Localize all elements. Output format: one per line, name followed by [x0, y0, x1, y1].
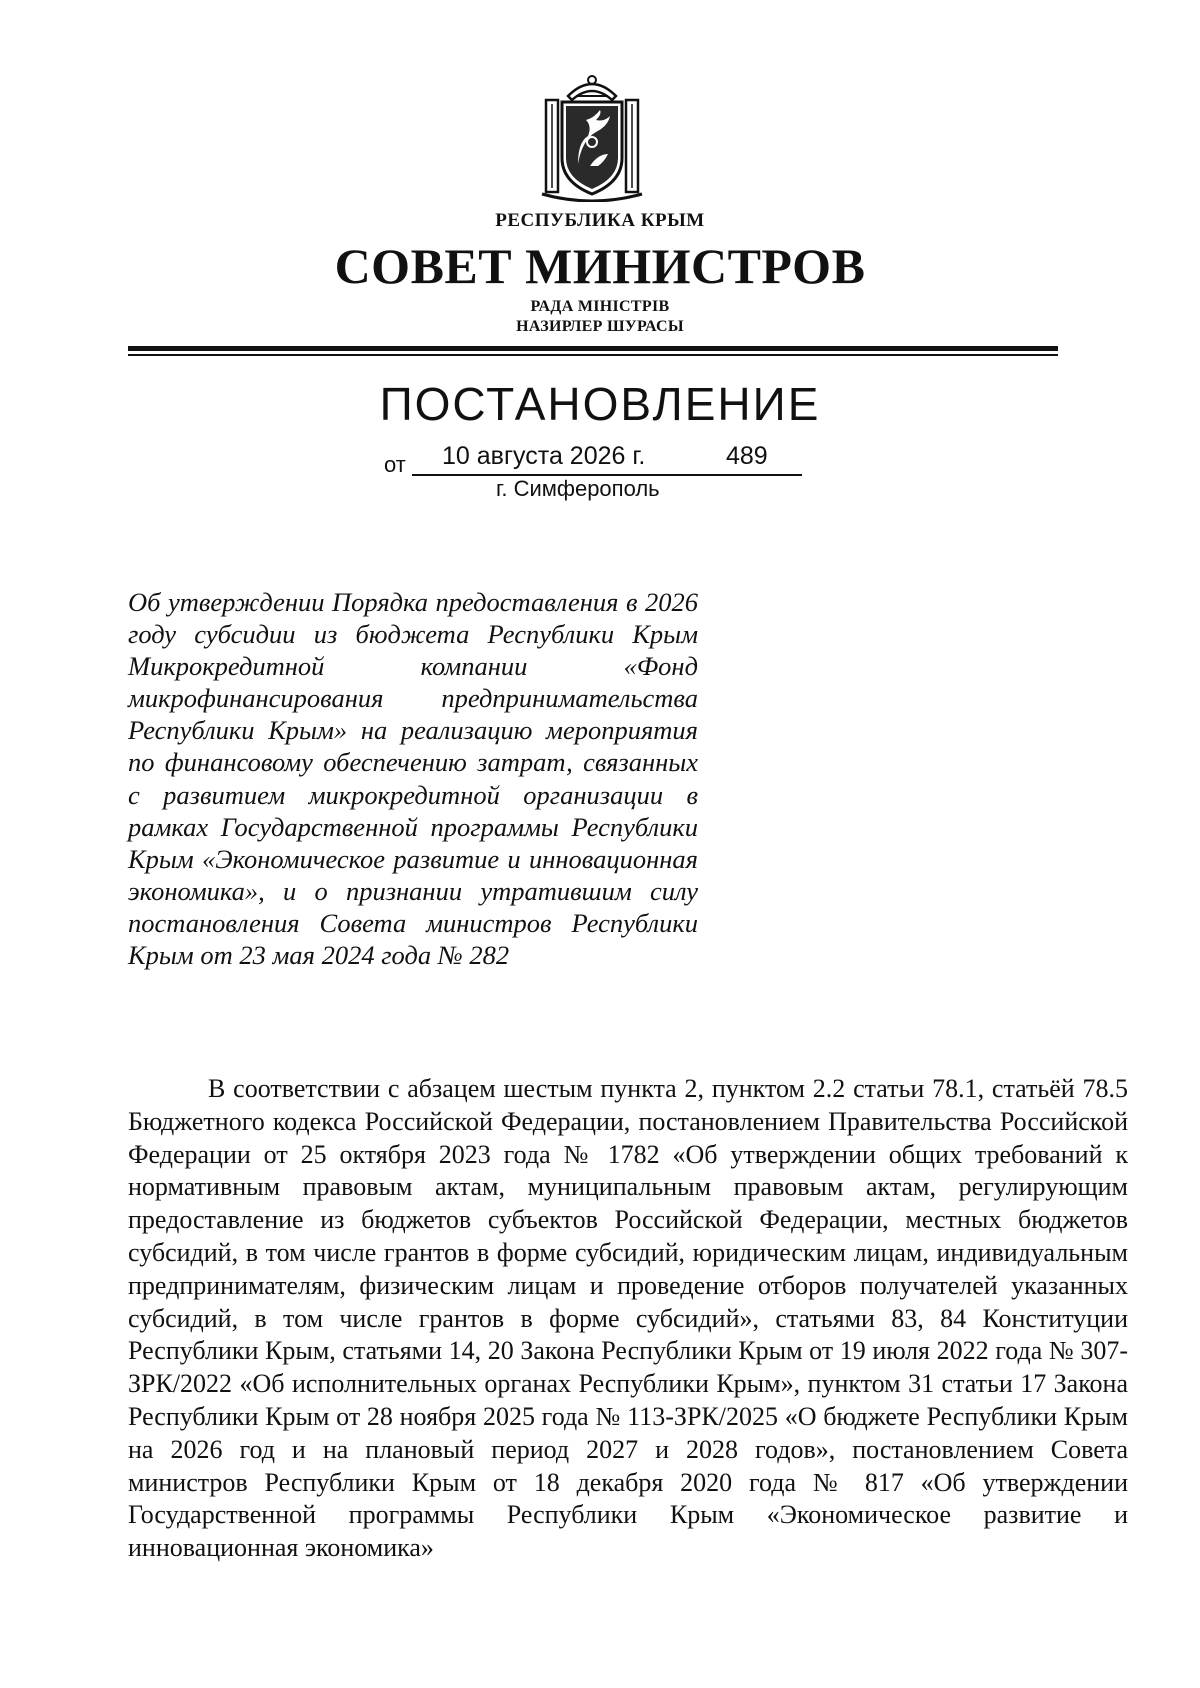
decree-date-line: [384, 442, 804, 476]
crimea-coat-of-arms-icon: [538, 70, 646, 202]
republic-name: РЕСПУБЛИКА КРЫМ: [495, 210, 705, 231]
date-prefix: от: [384, 452, 406, 477]
document-type-title: ПОСТАНОВЛЕНИЕ: [379, 378, 821, 430]
header-rule-thin: [128, 354, 1058, 356]
council-name-ukrainian: РАДА МІНІСТРІВ: [530, 298, 670, 315]
header-rule-thick: [128, 346, 1058, 351]
decree-date: 10 августа 2026 г.: [442, 442, 646, 470]
council-name: СОВЕТ МИНИСТРОВ: [334, 238, 866, 294]
decree-body-paragraph: В соответствии с абзацем шестым пункта 2, пунктом 2.2 статьи 78.1, статьёй 78.5 Бюджетного кодекса Российской Федерации, постановлением Правительства Российской Федерации от 25 октября 2023 года № 1782 «Об утверждении общих требований к нормативным правовым актам, муниципальным правовым актам, регулирующим предоставление из бюджетов субъектов Российской Федерации, местных бюджетов субсидий, в том числе грантов в форме субсидий, юридическим лицам, индивидуальным предпринимателям, физическим лицам и проведение отборов получателей указанных субсидий, в том числе грантов в форме субсидий», статьями 83, 84 Конституции Республики Крым, статьями 14, 20 Закона Республики Крым от 19 июля 2022 года № 307-ЗРК/2022 «Об исполнительных органах Республики Крым», пунктом 31 статьи 17 Закона Республики Крым от 28 ноября 2025 года № 113-ЗРК/2025 «О бюджете Республики Крым на 2026 год и на плановый период 2027 и 2028 годов», постановлением Совета министров Республики Крым от 18 декабря 2020 года № 817 «Об утверждении Государственной программы Республики Крым «Экономическое развитие и инновационная экономика»: [128, 1074, 1128, 1563]
council-name-crimean-tatar: НАЗИРЛЕР ШУРАСЫ: [516, 318, 684, 335]
decree-number: 489: [726, 442, 768, 470]
decree-city: г. Симферополь: [496, 476, 660, 501]
decree-subject: Об утверждении Порядка предоставления в 2026 году субсидии из бюджета Республики Крым Микрокредитной компании «Фонд микрофинансирования предпринимательства Республики Крым» на реализацию мероприятия по финансовому обеспечению затрат, связанных с развитием микрокредитной организации в рамках Государственной программы Республики Крым «Экономическое развитие и инновационная экономика», и о признании утратившим силу постановления Совета министров Республики Крым от 23 мая 2024 года № 282: [128, 587, 698, 971]
